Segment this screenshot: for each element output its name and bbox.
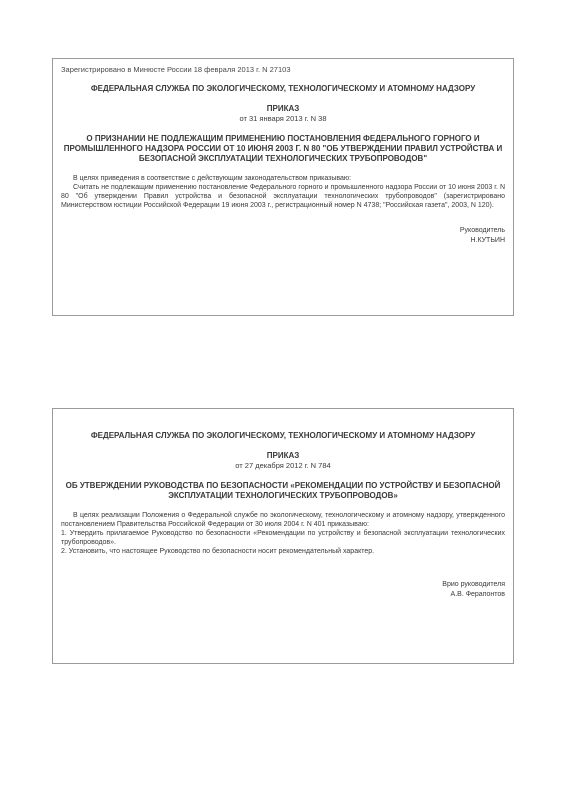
order-heading: ПРИКАЗ: [266, 104, 300, 113]
body-item-2: 2. Установить, что настоящее Руководство по безопасности носит рекомендательный характер.: [61, 548, 375, 555]
signature-title: Руководитель: [459, 227, 505, 234]
agency-name: ФЕДЕРАЛЬНАЯ СЛУЖБА ПО ЭКОЛОГИЧЕСКОМУ, ТЕХНОЛОГИЧЕСКОМУ И АТОМНОМУ НАДЗОРУ: [90, 431, 476, 440]
order-body: [61, 511, 505, 556]
order-subject: О ПРИЗНАНИИ НЕ ПОДЛЕЖАЩИМ ПРИМЕНЕНИЮ ПОСТАНОВЛЕНИЯ ФЕДЕРАЛЬНОГО ГОРНОГО И ПРОМЫШЛЕННОГО НАДЗОРА РОССИИ ОТ 10 ИЮНЯ 2003 Г. N 80 "ОБ УТВЕРЖДЕНИИ ПРАВИЛ УСТРОЙСТВА И БЕЗОПАСНОЙ ЭКСПЛУАТАЦИИ ТЕХНОЛОГИЧЕСКИХ ТРУБОПРОВОДОВ": [63, 134, 503, 163]
order-date: от 27 декабря 2012 г. N 784: [235, 461, 331, 470]
order-document-1: [52, 58, 514, 316]
signature-block: [61, 580, 505, 600]
order-date: от 31 января 2013 г. N 38: [239, 114, 327, 123]
body-intro: В целях приведения в соответствие с действующим законодательством приказываю:: [73, 175, 352, 182]
body-text: Считать не подлежащим применению постановление Федерального горного и промышленного надзора России от 10 июня 2003 г. N 80 "Об утверждении Правил устройства и безопасной эксплуатации технологических трубопроводов" (зарегистрировано Министерством юстиции Российской Федерации 19 июня 2003 г., регистрационный номер N 4738; "Российская газета", 2003, N 120).: [61, 184, 505, 209]
signature-title: Врио руководителя: [442, 581, 505, 588]
order-document-2: [52, 408, 514, 664]
signature-name: А.В. Ферапонтов: [450, 591, 505, 598]
registration-note: Зарегистрировано в Минюсте России 18 февраля 2013 г. N 27103: [61, 65, 291, 74]
signature-name: Н.КУТЬИН: [470, 237, 505, 244]
order-heading: ПРИКАЗ: [266, 451, 300, 460]
order-subject: ОБ УТВЕРЖДЕНИИ РУКОВОДСТВА ПО БЕЗОПАСНОСТИ «РЕКОМЕНДАЦИИ ПО УСТРОЙСТВУ И БЕЗОПАСНОЙ ЭКСПЛУАТАЦИИ ТЕХНОЛОГИЧЕСКИХ ТРУБОПРОВОДОВ»: [65, 481, 501, 500]
order-body: [61, 174, 505, 210]
signature-block: [61, 226, 505, 246]
body-intro: В целях реализации Положения о Федеральной службе по экологическому, технологическому и атомному надзору, утвержденного постановлением Правительства Российской Федерации от 30 июля 2004 г. N 401 приказываю:: [61, 512, 505, 528]
agency-name: ФЕДЕРАЛЬНАЯ СЛУЖБА ПО ЭКОЛОГИЧЕСКОМУ, ТЕХНОЛОГИЧЕСКОМУ И АТОМНОМУ НАДЗОРУ: [90, 84, 476, 93]
body-item-1: 1. Утвердить прилагаемое Руководство по безопасности «Рекомендации по устройству и безопасной эксплуатации технологических трубопроводов».: [61, 530, 505, 546]
